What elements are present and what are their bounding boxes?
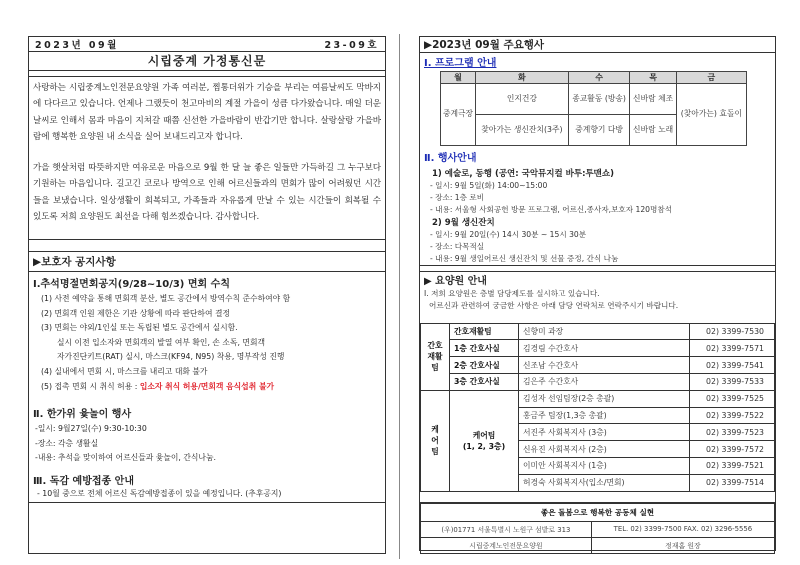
contact-row <box>421 373 775 390</box>
staff-name: 서진주 사회복지사 (3층) <box>519 424 690 441</box>
rule-item: (2) 면회객 인원 제한은 기관 상황에 따라 판단하여 결정 <box>41 308 231 318</box>
staff-name: 김경림 수간호사 <box>519 340 690 357</box>
event-line: -일시: 9월27일(수) 9:30-10:30 <box>35 424 147 434</box>
phone-number: 02) 3399-7533 <box>690 373 775 390</box>
rule-item: 자가진단키트(RAT) 실시, 마스크(KF94, N95) 착용, 명부작성 진행 <box>57 352 285 362</box>
event-title: 1) 예술로, 동행 (공연: 국악뮤지컬 바투:투맨쇼) <box>432 169 614 179</box>
contact-row <box>421 340 775 357</box>
program-schedule-table <box>440 71 747 146</box>
program-title: Ⅰ. 프로그램 안내 <box>424 58 497 69</box>
issue-date: 2023년 09월 <box>35 40 119 51</box>
team-name: 1층 간호사실 <box>450 340 519 357</box>
notice-section-flu <box>29 469 385 502</box>
event-line: - 내용: 서울형 사회공헌 방문 프로그램, 어르신,종사자,보호자 120명참석 <box>430 204 672 214</box>
contact-row <box>421 357 775 374</box>
team-name: 케어팀 (1, 2, 3층) <box>450 390 519 491</box>
director-name: 정재홈 원장 <box>591 537 774 553</box>
motto: 좋은 돌봄으로 행복한 공동체 실현 <box>421 503 775 521</box>
facility-info: Ⅰ. 저희 요양원은 층별 담당제도를 실시하고 있습니다. <box>424 288 600 298</box>
program-cell: 종교활동 (방송) <box>568 84 630 115</box>
phone-number: 02) 3399-7571 <box>690 340 775 357</box>
events-title: Ⅱ. 행사안내 <box>424 153 477 164</box>
rule-item: (3) 면회는 야외/1인실 또는 독립된 별도 공간에서 실시함. <box>41 323 238 333</box>
program-cell: 신바람 노래 <box>630 115 676 146</box>
day-header: 화 <box>476 72 569 84</box>
rule-item: (4) 실내에서 면회 시, 마스크를 내리고 대화 불가 <box>41 366 208 376</box>
section-title: Ⅲ. 독감 예방접종 안내 <box>33 476 134 488</box>
left-page <box>28 36 386 554</box>
newsletter-meta <box>29 37 385 52</box>
event-title: 2) 9월 생신잔치 <box>432 218 495 229</box>
staff-name: 신조남 수간호사 <box>519 357 690 374</box>
group-label: 간호 재활 팀 <box>421 323 450 390</box>
right-page <box>419 36 776 551</box>
rule-item <box>29 380 385 395</box>
page-divider <box>399 34 400 559</box>
program-cell: 찾아가는 생신잔치(3주) <box>476 115 569 146</box>
staff-name: 신향미 과장 <box>519 323 690 340</box>
phone-number: 02) 3399-7541 <box>690 357 775 374</box>
staff-name: 홍금주 팀장(1,3층 총괄) <box>519 407 690 424</box>
phone-number: 02) 3399-7522 <box>690 407 775 424</box>
contact-table <box>420 323 775 492</box>
facility-info: 어르신과 관련하여 궁금한 사항은 아래 담당 연락처로 연락주시기 바랍니다. <box>429 301 679 311</box>
program-cell: (찾아가는) 효돌이 <box>676 84 746 146</box>
event-line: -장소: 각층 생활실 <box>35 438 99 448</box>
rule-item: (1) 사전 예약을 통해 면회객 분산, 별도 공간에서 방역수칙 준수하여야 함 <box>41 294 291 303</box>
program-cell: 신바람 체조 <box>630 84 676 115</box>
issue-number: 23-09호 <box>324 40 379 51</box>
phone-number: 02) 3399-7523 <box>690 424 775 441</box>
address: (우)01771 서울특별시 노원구 섬밭로 313 <box>421 521 592 537</box>
event-line: - 일시: 9월 5일(화) 14:00~15:00 <box>430 181 548 190</box>
phone-number: 02) 3399-7572 <box>690 441 775 458</box>
program-cell: 중계향기 다방 <box>568 115 630 146</box>
staff-name: 김성자 선임팀장(2층 총괄) <box>519 390 690 407</box>
event-line: - 내용: 9월 생일어르신 생신잔치 및 선물 증정, 간식 나눔 <box>420 253 775 266</box>
facility-heading: ▶ 요양원 안내 <box>424 275 487 287</box>
greeting-paragraph-2: 가을 햇살처럼 따뜻하지만 여유로운 마음으로 9월 한 달 늘 좋은 일들만 가득하길 그 누구보다 기원하는 마음입니다. 길고긴 코로나 방역으로 인해 어르신들과의 면회가 많이 어려웠던 시간들을 보냈습니다. 일상생활이 회복되고, 가족들과 자유롭게 만날 수 있는 시간들이 회복될 수 있도록 저희 요양원도 최선을 다해 힘쓰겠습니다. 감사합니다. <box>29 157 385 240</box>
staff-name: 신유진 사회복지사 (2층) <box>519 441 690 458</box>
contact-row <box>421 390 775 407</box>
team-name: 3층 간호사실 <box>450 373 519 390</box>
day-header: 월 <box>441 72 476 84</box>
guardian-notice-heading: ▶보호자 공지사항 <box>29 252 385 272</box>
footer-table <box>420 503 775 554</box>
notice-section-visit <box>29 272 385 394</box>
staff-name: 허경숙 사회복지사(입소/면회) <box>519 474 690 491</box>
staff-name: 김은주 수간호사 <box>519 373 690 390</box>
staff-name: 이미안 사회복지사 (1층) <box>519 457 690 474</box>
event-line: -내용: 추석을 맞이하여 어르신들과 윷놀이, 간식나눔. <box>35 452 216 462</box>
section-title: Ⅱ. 한가위 윷놀이 행사 <box>33 409 132 421</box>
rule-text: (5) 접촉 면회 시 취식 허용 : <box>41 381 140 391</box>
event-line: - 장소: 다목적실 <box>430 242 485 252</box>
event-line: - 일시: 9월 20일(수) 14시 30분 ~ 15시 30분 <box>430 230 587 240</box>
notice-section-yut <box>29 402 385 465</box>
group-label: 케 어 팀 <box>421 390 450 491</box>
team-name: 간호재활팀 <box>450 323 519 340</box>
team-name: 2층 간호사실 <box>450 357 519 374</box>
rule-highlight: 입소자 취식 허용/면회객 음식섭취 불가 <box>139 381 275 391</box>
spacer <box>29 240 385 252</box>
contact-row <box>421 323 775 340</box>
phone-number: 02) 3399-7525 <box>690 390 775 407</box>
day-header: 수 <box>568 72 630 84</box>
spacer <box>420 492 775 503</box>
newsletter-title: 시립중계 가정통신문 <box>29 52 385 71</box>
greeting-paragraph-1: 사랑하는 시립중계노인전문요양원 가족 여러분, 찜통더위가 기승을 부리는 여름날씨도 막바지에 다다르고 있습니다. 언제나 그랬듯이 천고마비의 계절 가을이 성큼 다가왔습니다. 매일 더운 날씨로 인해서 몸과 마음이 지쳐갈 때쯤 신선한 가을바람이 반갑기만 합니다. 살랑살랑 가을바람에 행복한 요양원 내 소식을 실어 보내드리고자 합니다. <box>33 83 381 143</box>
program-cell: 중계극장 <box>441 84 476 146</box>
flu-notice-line: - 10월 중으로 전체 어르신 독감예방접종이 있을 예정입니다. (추후공지) <box>29 487 385 502</box>
section-title: Ⅰ.추석명절면회공지(9/28~10/3) 면회 수칙 <box>33 279 230 290</box>
phone-number: 02) 3399-7521 <box>690 457 775 474</box>
event-line: - 장소: 1층 로비 <box>430 192 485 202</box>
program-cell: 인지건강 <box>476 84 569 115</box>
organization-name: 시립중계노인전문요양원 <box>421 537 592 553</box>
phone-number: 02) 3399-7530 <box>690 323 775 340</box>
monthly-events-heading: ▶2023년 09월 주요행사 <box>420 37 775 53</box>
phone-fax: TEL. 02) 3399-7500 FAX. 02) 3296-5556 <box>591 521 774 537</box>
phone-number: 02) 3399-7514 <box>690 474 775 491</box>
rule-item: 실시 이전 입소자와 면회객의 발열 여부 확인, 손 소독, 면회객 <box>57 337 266 347</box>
day-header: 목 <box>630 72 676 84</box>
day-header: 금 <box>676 72 746 84</box>
